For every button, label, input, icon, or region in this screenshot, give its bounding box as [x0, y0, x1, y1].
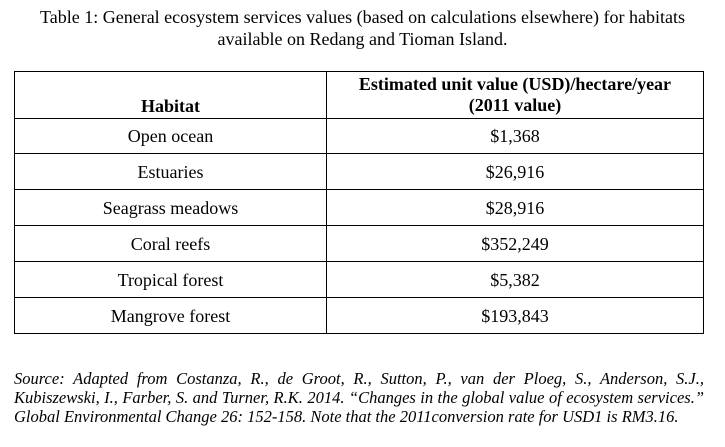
habitat-cell: Tropical forest [15, 262, 327, 298]
caption-line-2: available on Redang and Tioman Island. [217, 29, 508, 49]
header-habitat: Habitat [15, 72, 327, 119]
value-cell: $193,843 [327, 298, 704, 334]
habitat-cell: Open ocean [15, 119, 327, 154]
value-cell: $352,249 [327, 226, 704, 262]
value-cell: $1,368 [327, 119, 704, 154]
header-unit-value-line-2: (2011 value) [468, 95, 562, 115]
table-row [15, 298, 704, 334]
value-cell: $5,382 [327, 262, 704, 298]
header-unit-value [327, 72, 704, 119]
table-row [15, 226, 704, 262]
table-row [15, 154, 704, 190]
source-note: Source: Adapted from Costanza, R., de Groot, R., Sutton, P., van der Ploeg, S., Anderson, S.J., Kubiszewski, I., Farber, S. and Turner, R.K. 2014. “Changes in the global value of ecosystem services.” Global Environmental Change 26: 152-158. Note that the 2011conversion rate for USD1 is RM3.16. [14, 368, 704, 426]
table-row [15, 119, 704, 154]
header-unit-value-line-1: Estimated unit value (USD)/hectare/year [358, 74, 672, 94]
header-row [15, 72, 704, 119]
habitat-cell: Coral reefs [15, 226, 327, 262]
value-cell: $28,916 [327, 190, 704, 226]
ecosystem-values-table [14, 71, 704, 334]
table-row [15, 190, 704, 226]
habitat-cell: Estuaries [15, 154, 327, 190]
table-caption [0, 6, 725, 50]
table-row [15, 262, 704, 298]
value-cell: $26,916 [327, 154, 704, 190]
habitat-cell: Seagrass meadows [15, 190, 327, 226]
habitat-cell: Mangrove forest [15, 298, 327, 334]
caption-line-1: Table 1: General ecosystem services values (based on calculations elsewhere) for habitats [40, 7, 685, 27]
